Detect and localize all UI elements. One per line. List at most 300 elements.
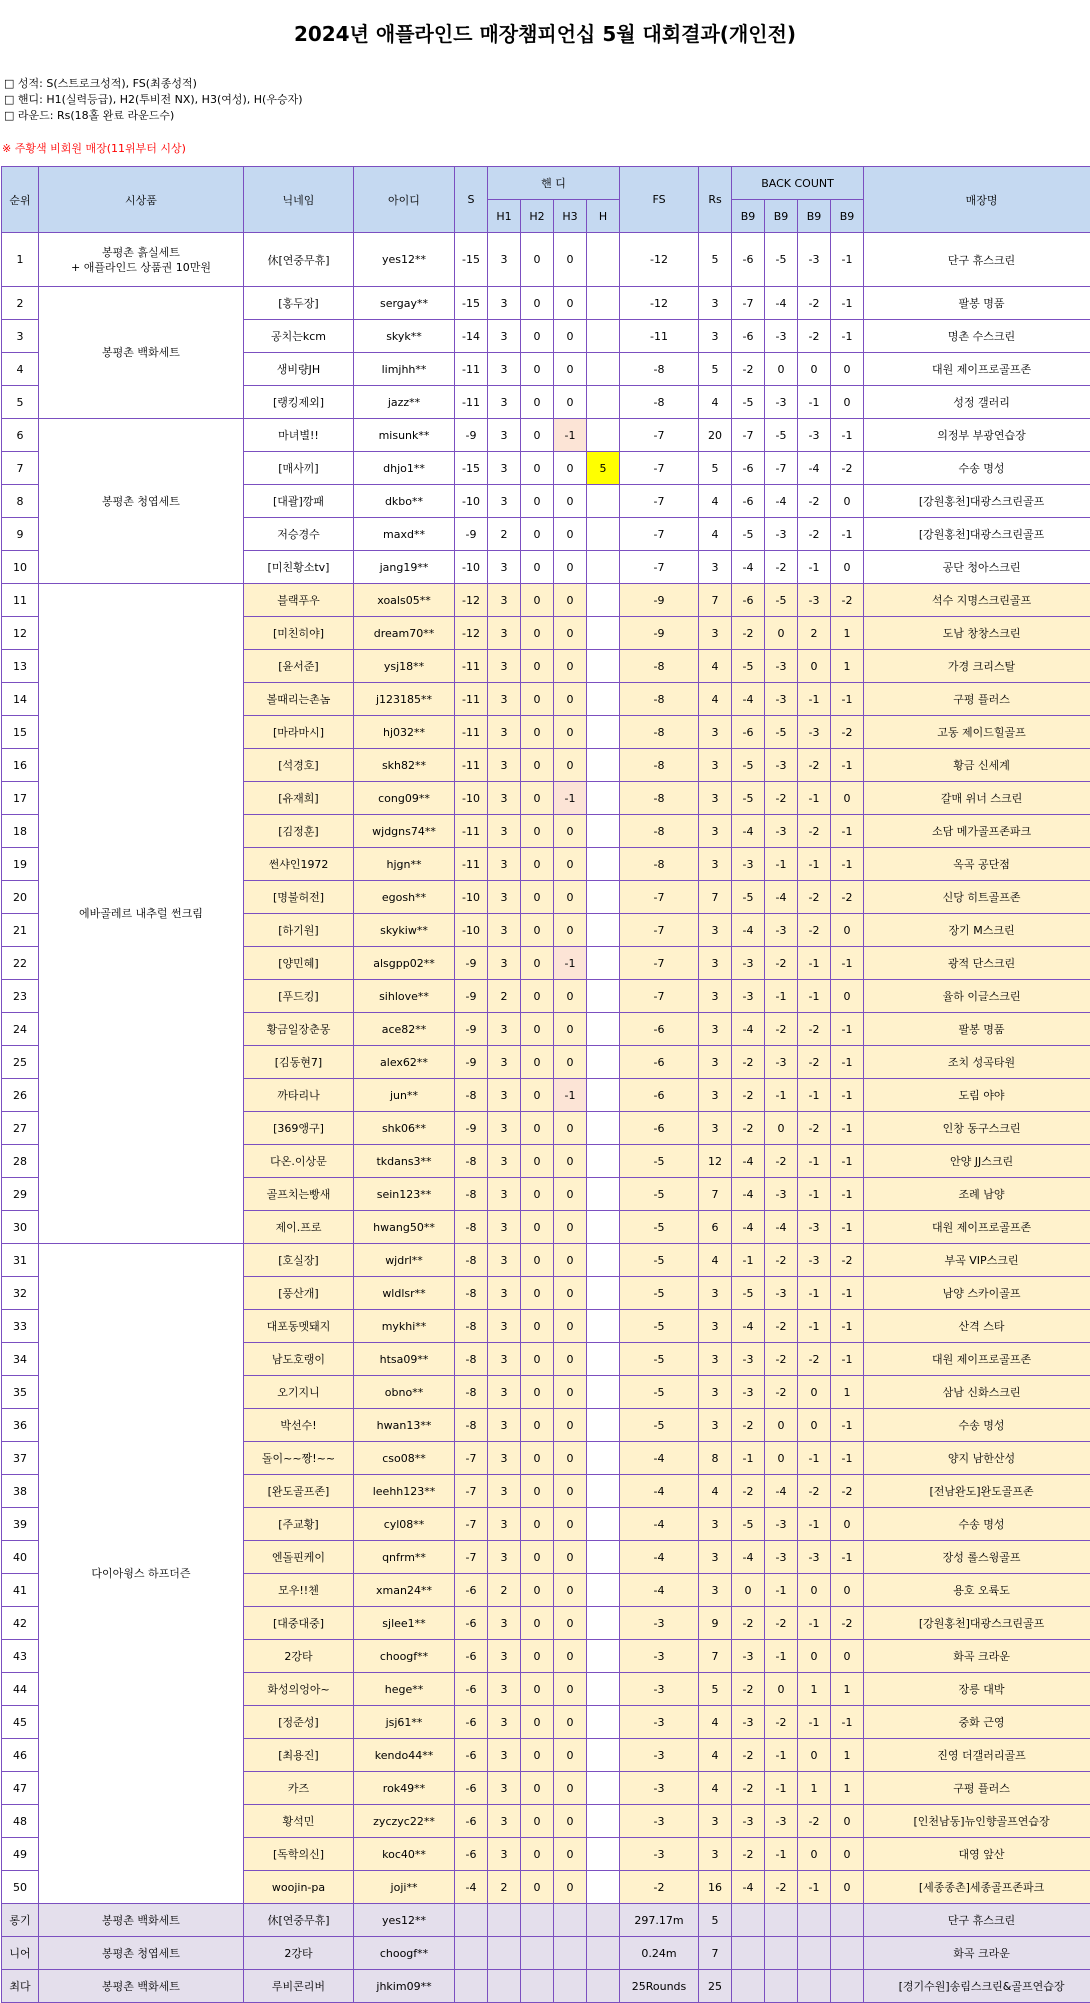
- cell-nickname: 남도호랭이: [244, 1343, 354, 1376]
- cell-b9-1: -6: [732, 485, 765, 518]
- cell-id: shk06**: [354, 1112, 455, 1145]
- empty-cell: [765, 1904, 798, 1937]
- cell-h1: 2: [488, 1574, 521, 1607]
- cell-nickname: 생비량JH: [244, 353, 354, 386]
- cell-rs: 3: [699, 1376, 732, 1409]
- empty-cell: [521, 1937, 554, 1970]
- cell-h2: 0: [521, 1310, 554, 1343]
- cell-rank: 37: [2, 1442, 39, 1475]
- cell-h1: 3: [488, 1475, 521, 1508]
- cell-h: [587, 386, 620, 419]
- award-store: 단구 휴스크린: [864, 1904, 1090, 1937]
- cell-rs: 3: [699, 947, 732, 980]
- cell-b9-3: 1: [798, 1772, 831, 1805]
- cell-b9-1: -5: [732, 1508, 765, 1541]
- empty-cell: [488, 1904, 521, 1937]
- cell-nickname: [미친황소tv]: [244, 551, 354, 584]
- cell-h1: 3: [488, 716, 521, 749]
- cell-h2: 0: [521, 1409, 554, 1442]
- award-prize: 봉평촌 백화세트: [39, 1970, 244, 2003]
- cell-b9-1: 0: [732, 1574, 765, 1607]
- cell-h3: 0: [554, 1013, 587, 1046]
- empty-cell: [798, 1937, 831, 1970]
- cell-rank: 6: [2, 419, 39, 452]
- cell-h: [587, 1541, 620, 1574]
- cell-b9-2: -3: [765, 1046, 798, 1079]
- cell-b9-3: -2: [798, 320, 831, 353]
- cell-rank: 13: [2, 650, 39, 683]
- cell-s: -6: [455, 1772, 488, 1805]
- cell-h: [587, 1244, 620, 1277]
- cell-store: 대원 제이프로골프존: [864, 1211, 1090, 1244]
- cell-rs: 7: [699, 584, 732, 617]
- cell-rs: 4: [699, 683, 732, 716]
- cell-fs: -5: [620, 1145, 699, 1178]
- cell-h1: 3: [488, 1079, 521, 1112]
- cell-h: [587, 1706, 620, 1739]
- cell-nickname: 모우!!첸: [244, 1574, 354, 1607]
- cell-id: koc40**: [354, 1838, 455, 1871]
- cell-fs: -8: [620, 386, 699, 419]
- cell-b9-2: -3: [765, 1178, 798, 1211]
- cell-b9-4: -2: [831, 584, 864, 617]
- cell-b9-3: 0: [798, 1376, 831, 1409]
- cell-rs: 3: [699, 1508, 732, 1541]
- award-prize: 봉평촌 청엽세트: [39, 1937, 244, 1970]
- cell-h1: 3: [488, 1442, 521, 1475]
- cell-b9-2: -2: [765, 782, 798, 815]
- cell-id: sjlee1**: [354, 1607, 455, 1640]
- cell-rank: 42: [2, 1607, 39, 1640]
- cell-fs: -8: [620, 815, 699, 848]
- cell-h1: 3: [488, 1244, 521, 1277]
- cell-h3: 0: [554, 320, 587, 353]
- cell-rank: 30: [2, 1211, 39, 1244]
- cell-fs: -3: [620, 1607, 699, 1640]
- empty-cell: [831, 1904, 864, 1937]
- cell-store: 수송 명성: [864, 452, 1090, 485]
- award-prize: 봉평촌 백화세트: [39, 1904, 244, 1937]
- cell-b9-4: -1: [831, 848, 864, 881]
- cell-store: 양지 남한산성: [864, 1442, 1090, 1475]
- cell-rs: 3: [699, 782, 732, 815]
- cell-h: [587, 320, 620, 353]
- results-body: [2, 233, 1090, 1904]
- cell-s: -6: [455, 1838, 488, 1871]
- cell-b9-2: -2: [765, 1607, 798, 1640]
- cell-b9-4: -1: [831, 1112, 864, 1145]
- cell-b9-4: 0: [831, 353, 864, 386]
- cell-h2: 0: [521, 1541, 554, 1574]
- cell-b9-3: -1: [798, 683, 831, 716]
- cell-id: mykhi**: [354, 1310, 455, 1343]
- cell-id: dkbo**: [354, 485, 455, 518]
- award-record: 0.24m: [620, 1937, 699, 1970]
- cell-rs: 7: [699, 881, 732, 914]
- cell-nickname: [최용진]: [244, 1739, 354, 1772]
- cell-h1: 3: [488, 1145, 521, 1178]
- cell-b9-3: -1: [798, 386, 831, 419]
- cell-h1: 3: [488, 1343, 521, 1376]
- cell-store: 갈매 위너 스크린: [864, 782, 1090, 815]
- cell-rs: 3: [699, 1805, 732, 1838]
- empty-cell: [587, 1937, 620, 1970]
- cell-h3: 0: [554, 1145, 587, 1178]
- cell-h3: 0: [554, 1112, 587, 1145]
- cell-id: qnfrm**: [354, 1541, 455, 1574]
- cell-b9-4: -1: [831, 320, 864, 353]
- cell-b9-2: -1: [765, 1574, 798, 1607]
- cell-fs: -4: [620, 1541, 699, 1574]
- cell-b9-1: -1: [732, 1442, 765, 1475]
- cell-nickname: 화성의엉아~: [244, 1673, 354, 1706]
- cell-b9-4: -1: [831, 518, 864, 551]
- empty-cell: [798, 1904, 831, 1937]
- cell-b9-4: 0: [831, 914, 864, 947]
- cell-fs: -3: [620, 1838, 699, 1871]
- cell-b9-3: -2: [798, 815, 831, 848]
- cell-h3: 0: [554, 1607, 587, 1640]
- cell-b9-2: -3: [765, 1277, 798, 1310]
- cell-h2: 0: [521, 683, 554, 716]
- table-row: [2, 419, 1090, 452]
- cell-b9-2: 0: [765, 1442, 798, 1475]
- cell-b9-1: -3: [732, 848, 765, 881]
- cell-b9-1: -4: [732, 1013, 765, 1046]
- cell-rs: 5: [699, 353, 732, 386]
- cell-b9-4: -1: [831, 947, 864, 980]
- header-id: 아이디: [354, 167, 455, 233]
- cell-store: 도남 창창스크린: [864, 617, 1090, 650]
- cell-nickname: 다온.이상문: [244, 1145, 354, 1178]
- cell-fs: -7: [620, 881, 699, 914]
- cell-rs: 5: [699, 452, 732, 485]
- cell-nickname: [양민혜]: [244, 947, 354, 980]
- prize-cell: 봉평촌 흙실세트 + 애플라인드 상품권 10만원: [39, 233, 244, 287]
- cell-nickname: [석경호]: [244, 749, 354, 782]
- cell-b9-1: -2: [732, 1475, 765, 1508]
- cell-h: [587, 1772, 620, 1805]
- cell-store: 도림 야야: [864, 1079, 1090, 1112]
- cell-b9-3: 0: [798, 353, 831, 386]
- cell-rs: 3: [699, 1409, 732, 1442]
- cell-b9-3: -1: [798, 1178, 831, 1211]
- cell-b9-2: 0: [765, 617, 798, 650]
- cell-s: -7: [455, 1508, 488, 1541]
- cell-h: [587, 1838, 620, 1871]
- cell-h1: 3: [488, 584, 521, 617]
- cell-nickname: [풍산개]: [244, 1277, 354, 1310]
- cell-store: 팔봉 명품: [864, 287, 1090, 320]
- cell-rs: 9: [699, 1607, 732, 1640]
- cell-id: sergay**: [354, 287, 455, 320]
- cell-store: 중화 근영: [864, 1706, 1090, 1739]
- award-rs: 7: [699, 1937, 732, 1970]
- cell-id: ysj18**: [354, 650, 455, 683]
- cell-id: misunk**: [354, 419, 455, 452]
- cell-nickname: [유재희]: [244, 782, 354, 815]
- cell-rank: 32: [2, 1277, 39, 1310]
- cell-rank: 28: [2, 1145, 39, 1178]
- header-h1: H1: [488, 200, 521, 233]
- cell-rs: 4: [699, 1475, 732, 1508]
- award-nickname: 루비콘리버: [244, 1970, 354, 2003]
- cell-s: -11: [455, 815, 488, 848]
- cell-h2: 0: [521, 716, 554, 749]
- cell-nickname: 마녀별!!: [244, 419, 354, 452]
- cell-h: [587, 584, 620, 617]
- empty-cell: [488, 1970, 521, 2003]
- empty-cell: [732, 1937, 765, 1970]
- cell-nickname: 박선수!: [244, 1409, 354, 1442]
- cell-h3: 0: [554, 1343, 587, 1376]
- cell-id: hwang50**: [354, 1211, 455, 1244]
- cell-id: choogf**: [354, 1640, 455, 1673]
- cell-b9-3: -2: [798, 485, 831, 518]
- cell-rank: 10: [2, 551, 39, 584]
- cell-h3: 0: [554, 518, 587, 551]
- cell-b9-4: -1: [831, 419, 864, 452]
- cell-b9-1: -4: [732, 1178, 765, 1211]
- cell-store: 구평 플러스: [864, 683, 1090, 716]
- cell-s: -11: [455, 749, 488, 782]
- cell-store: 조례 남양: [864, 1178, 1090, 1211]
- empty-cell: [521, 1970, 554, 2003]
- cell-h2: 0: [521, 1508, 554, 1541]
- header-b9-4: B9: [831, 200, 864, 233]
- cell-store: 소담 메가골프존파크: [864, 815, 1090, 848]
- cell-store: 수송 명성: [864, 1508, 1090, 1541]
- cell-nickname: 돌이~~짱!~~: [244, 1442, 354, 1475]
- cell-store: 대영 앞산: [864, 1838, 1090, 1871]
- award-id: choogf**: [354, 1937, 455, 1970]
- cell-rank: 17: [2, 782, 39, 815]
- cell-nickname: 골프치는빵새: [244, 1178, 354, 1211]
- cell-h2: 0: [521, 1673, 554, 1706]
- cell-store: 장성 롤스윙골프: [864, 1541, 1090, 1574]
- cell-s: -11: [455, 650, 488, 683]
- cell-s: -12: [455, 584, 488, 617]
- cell-b9-1: -2: [732, 1046, 765, 1079]
- cell-h: [587, 1607, 620, 1640]
- cell-h3: 0: [554, 1277, 587, 1310]
- cell-b9-2: -3: [765, 815, 798, 848]
- cell-b9-1: -4: [732, 815, 765, 848]
- cell-rs: 3: [699, 1013, 732, 1046]
- cell-nickname: [완도골프존]: [244, 1475, 354, 1508]
- cell-nickname: [랭킹제외]: [244, 386, 354, 419]
- cell-b9-1: -4: [732, 683, 765, 716]
- cell-store: 광적 단스크린: [864, 947, 1090, 980]
- cell-fs: -3: [620, 1706, 699, 1739]
- cell-h3: 0: [554, 551, 587, 584]
- cell-rank: 38: [2, 1475, 39, 1508]
- cell-rank: 3: [2, 320, 39, 353]
- cell-s: -15: [455, 233, 488, 287]
- cell-rank: 40: [2, 1541, 39, 1574]
- cell-fs: -7: [620, 452, 699, 485]
- cell-h2: 0: [521, 485, 554, 518]
- cell-rank: 23: [2, 980, 39, 1013]
- cell-id: cong09**: [354, 782, 455, 815]
- cell-store: 장기 M스크린: [864, 914, 1090, 947]
- cell-h: [587, 1376, 620, 1409]
- cell-b9-1: -5: [732, 386, 765, 419]
- cell-id: jun**: [354, 1079, 455, 1112]
- cell-h: [587, 848, 620, 881]
- cell-b9-4: -1: [831, 1145, 864, 1178]
- cell-s: -7: [455, 1475, 488, 1508]
- cell-fs: -4: [620, 1574, 699, 1607]
- cell-store: 용호 오륙도: [864, 1574, 1090, 1607]
- cell-h2: 0: [521, 1244, 554, 1277]
- cell-h2: 0: [521, 1640, 554, 1673]
- cell-b9-3: -1: [798, 848, 831, 881]
- cell-fs: -8: [620, 683, 699, 716]
- cell-b9-4: -1: [831, 233, 864, 287]
- cell-store: 신당 히트골프존: [864, 881, 1090, 914]
- cell-b9-4: 1: [831, 1673, 864, 1706]
- cell-id: joji**: [354, 1871, 455, 1904]
- cell-h1: 3: [488, 1046, 521, 1079]
- cell-b9-1: -1: [732, 1244, 765, 1277]
- cell-h3: 0: [554, 1541, 587, 1574]
- cell-b9-1: -4: [732, 1145, 765, 1178]
- cell-rs: 3: [699, 1310, 732, 1343]
- cell-h: [587, 1211, 620, 1244]
- award-row: [2, 1937, 1090, 1970]
- cell-id: kendo44**: [354, 1739, 455, 1772]
- cell-h3: 0: [554, 1640, 587, 1673]
- cell-id: xoals05**: [354, 584, 455, 617]
- cell-b9-4: 0: [831, 1640, 864, 1673]
- cell-b9-2: -3: [765, 683, 798, 716]
- cell-fs: -4: [620, 1442, 699, 1475]
- cell-id: maxd**: [354, 518, 455, 551]
- cell-id: xman24**: [354, 1574, 455, 1607]
- cell-h2: 0: [521, 1046, 554, 1079]
- cell-fs: -3: [620, 1640, 699, 1673]
- cell-b9-3: -2: [798, 881, 831, 914]
- cell-nickname: woojin-pa: [244, 1871, 354, 1904]
- cell-fs: -7: [620, 419, 699, 452]
- cell-h: [587, 485, 620, 518]
- cell-b9-2: -2: [765, 1343, 798, 1376]
- cell-rs: 16: [699, 1871, 732, 1904]
- cell-h1: 3: [488, 1277, 521, 1310]
- cell-nickname: 2강타: [244, 1640, 354, 1673]
- cell-h1: 3: [488, 947, 521, 980]
- cell-b9-1: -4: [732, 1541, 765, 1574]
- cell-h: [587, 1277, 620, 1310]
- cell-b9-1: -6: [732, 320, 765, 353]
- cell-b9-3: -1: [798, 1871, 831, 1904]
- cell-h: [587, 1442, 620, 1475]
- cell-rank: 20: [2, 881, 39, 914]
- cell-b9-3: 0: [798, 1409, 831, 1442]
- cell-rs: 3: [699, 1277, 732, 1310]
- cell-h1: 3: [488, 1673, 521, 1706]
- cell-h3: 0: [554, 353, 587, 386]
- cell-nickname: 공치는kcm: [244, 320, 354, 353]
- cell-b9-1: -2: [732, 1409, 765, 1442]
- cell-id: sein123**: [354, 1178, 455, 1211]
- cell-nickname: [대중대중]: [244, 1607, 354, 1640]
- cell-b9-1: -3: [732, 1376, 765, 1409]
- cell-id: cyl08**: [354, 1508, 455, 1541]
- cell-rs: 3: [699, 914, 732, 947]
- cell-rank: 7: [2, 452, 39, 485]
- cell-id: rok49**: [354, 1772, 455, 1805]
- cell-store: 가경 크리스탈: [864, 650, 1090, 683]
- cell-h: [587, 1805, 620, 1838]
- cell-id: hj032**: [354, 716, 455, 749]
- cell-b9-2: -4: [765, 1211, 798, 1244]
- cell-h: [587, 1871, 620, 1904]
- cell-nickname: 볼때리는촌놈: [244, 683, 354, 716]
- cell-fs: -7: [620, 947, 699, 980]
- cell-h3: 0: [554, 1310, 587, 1343]
- cell-rs: 7: [699, 1178, 732, 1211]
- cell-s: -6: [455, 1640, 488, 1673]
- cell-nickname: 오기지니: [244, 1376, 354, 1409]
- cell-h3: 0: [554, 1838, 587, 1871]
- cell-b9-4: 0: [831, 782, 864, 815]
- cell-s: -6: [455, 1805, 488, 1838]
- cell-b9-3: -1: [798, 1145, 831, 1178]
- cell-rs: 6: [699, 1211, 732, 1244]
- cell-nickname: [김정훈]: [244, 815, 354, 848]
- cell-b9-3: -1: [798, 980, 831, 1013]
- award-type: 롱기: [2, 1904, 39, 1937]
- cell-fs: -6: [620, 1079, 699, 1112]
- cell-rs: 12: [699, 1145, 732, 1178]
- cell-b9-4: 0: [831, 980, 864, 1013]
- cell-b9-4: -1: [831, 1343, 864, 1376]
- cell-h1: 3: [488, 1013, 521, 1046]
- header-rank: 순위: [2, 167, 39, 233]
- cell-store: 진영 더갤러리골프: [864, 1739, 1090, 1772]
- cell-h3: -1: [554, 419, 587, 452]
- cell-rank: 34: [2, 1343, 39, 1376]
- cell-rs: 4: [699, 1739, 732, 1772]
- cell-rank: 26: [2, 1079, 39, 1112]
- cell-rs: 8: [699, 1442, 732, 1475]
- cell-h1: 3: [488, 1838, 521, 1871]
- empty-cell: [587, 1970, 620, 2003]
- header-store: 매장명: [864, 167, 1090, 233]
- cell-store: 대원 제이프로골프존: [864, 1343, 1090, 1376]
- cell-h: [587, 1079, 620, 1112]
- cell-rank: 9: [2, 518, 39, 551]
- cell-h3: 0: [554, 1442, 587, 1475]
- cell-nickname: 제이.프로: [244, 1211, 354, 1244]
- cell-s: -8: [455, 1409, 488, 1442]
- cell-h1: 3: [488, 386, 521, 419]
- cell-b9-2: -1: [765, 1640, 798, 1673]
- empty-cell: [765, 1970, 798, 2003]
- cell-s: -6: [455, 1673, 488, 1706]
- cell-h: [587, 1112, 620, 1145]
- cell-h3: 0: [554, 233, 587, 287]
- cell-rs: 3: [699, 1343, 732, 1376]
- cell-h3: 0: [554, 485, 587, 518]
- cell-id: sihlove**: [354, 980, 455, 1013]
- cell-h2: 0: [521, 1739, 554, 1772]
- cell-rank: 48: [2, 1805, 39, 1838]
- cell-fs: -8: [620, 782, 699, 815]
- cell-fs: -5: [620, 1244, 699, 1277]
